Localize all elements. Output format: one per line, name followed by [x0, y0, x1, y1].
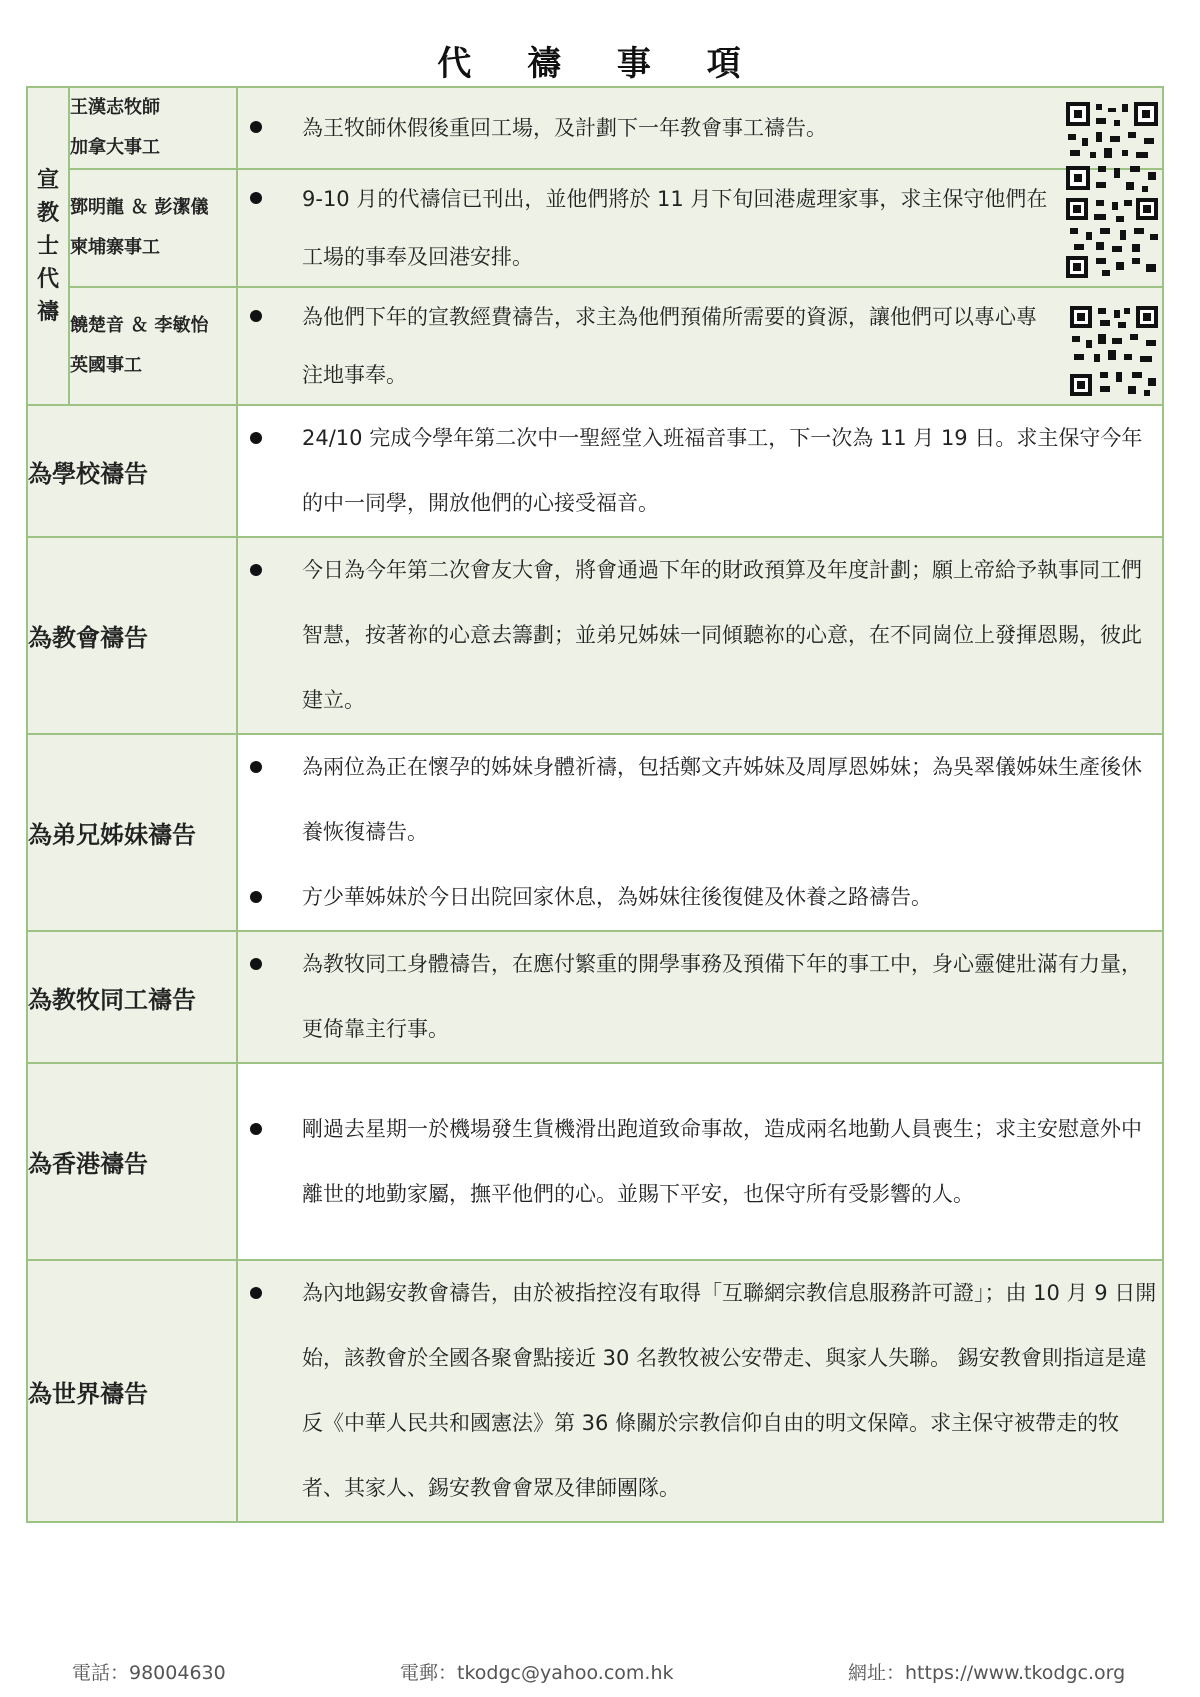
section-row: [27, 405, 1163, 537]
footer-email[interactable]: 電郵：tkodgc@yahoo.com.hk: [400, 1662, 674, 1684]
prayer-item: 9-10 月的代禱信已刊出，並他們將於 11 月下旬回港處理家事，求主保守他們在工場的事奉及回港安排。: [238, 170, 1162, 286]
section-content-cell: [237, 734, 1163, 931]
prayer-item: 為王牧師休假後重回工場，及計劃下一年教會事工禱告。: [238, 99, 1162, 157]
missionary-field: 加拿大事工: [70, 137, 160, 158]
section-content-cell: [237, 931, 1163, 1063]
prayer-table: [26, 86, 1164, 1523]
footer-phone: 電話：98004630: [72, 1662, 226, 1684]
prayer-item: 方少華姊妹於今日出院回家休息，為姊妹往後復健及休養之路禱告。: [238, 865, 1162, 930]
section-label: 為學校禱告: [27, 405, 237, 537]
footer-website[interactable]: 網址：https://www.tkodgc.org: [848, 1662, 1126, 1684]
section-label: 為香港禱告: [27, 1063, 237, 1260]
missionary-name-cell: [69, 87, 237, 169]
missionary-row: [27, 169, 1163, 287]
missionary-name-cell: [69, 169, 237, 287]
missionary-name: 王漢志牧師: [70, 97, 160, 118]
prayer-item: 為教牧同工身體禱告，在應付繁重的開學事務及預備下年的事工中，身心靈健壯滿有力量，更倚靠主行事。: [238, 932, 1162, 1062]
missionary-row: [27, 287, 1163, 405]
missionary-content-cell: [237, 87, 1163, 169]
missionary-header-cell: [27, 87, 69, 405]
missionary-field: 英國事工: [70, 355, 142, 376]
prayer-item: 為兩位為正在懷孕的姊妹身體祈禱，包括鄭文卉姊妹及周厚恩姊妹；為吳翠儀姊妹生產後休養恢復禱告。: [238, 735, 1162, 865]
section-row: [27, 1260, 1163, 1522]
missionary-name: 饒楚音 ＆ 李敏怡: [70, 315, 209, 336]
section-label: 為世界禱告: [27, 1260, 237, 1522]
prayer-item: 為內地錫安教會禱告，由於被指控沒有取得「互聯網宗教信息服務許可證」；由 10 月 9 日開始，該教會於全國各聚會點接近 30 名教牧被公安帶走、與家人失聯。 錫安教會則指這是違反《中華人民共和國憲法》第 36 條關於宗教信仰自由的明文保障。求主保守被帶走的牧者、其家人、錫安教會會眾及律師團隊。: [238, 1261, 1162, 1521]
prayer-item: 24/10 完成今學年第二次中一聖經堂入班福音事工，下一次為 11 月 19 日。求主保守今年的中一同學，開放他們的心接受福音。: [238, 406, 1162, 536]
qr-code-icon[interactable]: [1070, 306, 1158, 396]
prayer-item: 今日為今年第二次會友大會，將會通過下年的財政預算及年度計劃；願上帝給予執事同工們智慧，按著祢的心意去籌劃；並弟兄姊妹一同傾聽祢的心意，在不同崗位上發揮恩賜，彼此建立。: [238, 538, 1162, 733]
qr-code-icon[interactable]: [1066, 102, 1160, 278]
section-label: 為教牧同工禱告: [27, 931, 237, 1063]
missionary-row: [27, 87, 1163, 169]
section-row: [27, 1063, 1163, 1260]
section-content-cell: [237, 1063, 1163, 1260]
missionary-field: 柬埔寨事工: [70, 237, 160, 258]
missionary-header-label: 宣教士代禱: [36, 167, 59, 325]
section-row: [27, 734, 1163, 931]
missionary-content-cell: [237, 287, 1163, 405]
section-content-cell: [237, 1260, 1163, 1522]
prayer-item: 為他們下年的宣教經費禱告，求主為他們預備所需要的資源，讓他們可以專心專注地事奉。: [238, 288, 1162, 404]
section-row: [27, 537, 1163, 734]
section-content-cell: [237, 537, 1163, 734]
missionary-name: 鄧明龍 ＆ 彭潔儀: [70, 197, 209, 218]
section-label: 為弟兄姊妹禱告: [27, 734, 237, 931]
page-title: 代 禱 事 項: [437, 44, 763, 84]
missionary-content-cell: [237, 169, 1163, 287]
prayer-item: 剛過去星期一於機場發生貨機滑出跑道致命事故，造成兩名地勤人員喪生；求主安慰意外中離世的地勤家屬，撫平他們的心。並賜下平安，也保守所有受影響的人。: [238, 1097, 1162, 1227]
section-content-cell: [237, 405, 1163, 537]
missionary-name-cell: [69, 287, 237, 405]
section-label: 為教會禱告: [27, 537, 237, 734]
section-row: [27, 931, 1163, 1063]
